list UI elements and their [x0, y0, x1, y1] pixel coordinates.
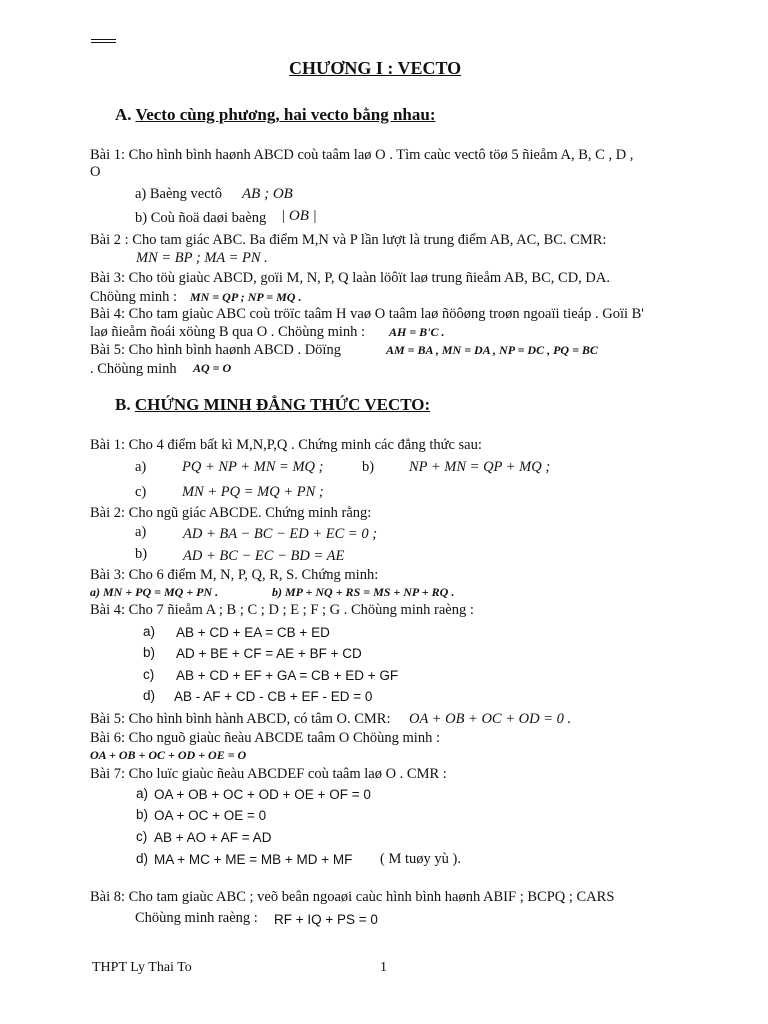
chapter-title: CHƯƠNG I : VECTO [289, 58, 462, 78]
b-math: OA + OB + OC + OD + OE + OF = 0 [154, 787, 371, 802]
a-math: AQ = O [193, 361, 232, 375]
a-line: Bài 1: Cho hình bình haønh ABCD coù taâm laø O . Tìm caùc vectô töø 5 ñieåm A, B, C , D , [90, 147, 634, 163]
a-line: a) Baèng vectô [135, 186, 222, 202]
a-line: b) Coù ñoä daøi baèng [135, 210, 267, 226]
b-math: AB + CD + EF + GA = CB + ED + GF [176, 668, 399, 683]
a-line: Bài 3: Cho töù giaùc ABCD, goïi M, N, P, Q laàn löôït laø trung ñieåm AB, BC, CD, DA. [90, 270, 610, 286]
b-math: MA + MC + ME = MB + MD + MF [154, 852, 353, 867]
b-math: b) MP + NQ + RS = MS + NP + RQ . [272, 585, 455, 599]
a-line: O [90, 164, 101, 180]
b-line: Bài 5: Cho hình bình hành ABCD, có tâm O. CMR: [90, 711, 391, 727]
b-math: AB + CD + EA = CB + ED [176, 625, 330, 640]
a-line: laø ñieåm ñoái xöùng B qua O . Chöùng minh : [90, 324, 366, 340]
footer-school: THPT Ly Thai To [92, 960, 192, 975]
a-line: Bài 5: Cho hình bình haønh ABCD . Döïng [90, 342, 341, 358]
header-rule [91, 42, 116, 43]
b-line: Bài 2: Cho ngũ giác ABCDE. Chứng minh rằng: [90, 505, 372, 521]
b-math: RF + IQ + PS = 0 [274, 912, 378, 927]
b-line: Bài 3: Cho 6 điểm M, N, P, Q, R, S. Chứng minh: [90, 567, 379, 583]
section-b-heading [115, 395, 430, 415]
a-line: . Chöùng minh [90, 361, 177, 377]
b-math: AB - AF + CD - CB + EF - ED = 0 [174, 689, 373, 704]
b-note: ( M tuøy yù ). [380, 851, 461, 867]
b-line: Bài 1: Cho 4 điểm bất kì M,N,P,Q . Chứng minh các đẳng thức sau: [90, 437, 482, 453]
section-b-title: CHỨNG MINH ĐẲNG THỨC VECTO: [134, 395, 431, 414]
b-label: d) [143, 688, 156, 703]
header-rule [91, 39, 116, 40]
a-math: MN = QP ; NP = MQ . [190, 290, 302, 304]
b-line: Bài 8: Cho tam giaùc ABC ; veõ beân ngoaøi caùc hình bình haønh ABIF ; BCPQ ; CARS [90, 889, 615, 905]
b-math: AD + BC − EC − BD = AE [183, 548, 345, 564]
b-label: c) [143, 667, 155, 682]
section-a-title: Vecto cùng phương, hai vecto bằng nhau: [135, 105, 436, 124]
a-math: | OB | [281, 208, 317, 224]
a-math: MN = BP ; MA = PN . [136, 250, 268, 266]
footer-page-number: 1 [380, 960, 387, 975]
b-math: MN + PQ = MQ + PN ; [182, 484, 324, 500]
b-label: b) [136, 807, 149, 822]
b-label: d) [136, 851, 149, 866]
b-label: c) [135, 484, 147, 500]
b-math: PQ + NP + MN = MQ ; [182, 459, 324, 475]
b-label: a) [136, 786, 149, 801]
b-line: Bài 7: Cho luïc giaùc ñeàu ABCDEF coù taâm laø O . CMR : [90, 766, 447, 782]
b-label: a) [135, 459, 147, 475]
b-math: AD + BA − BC − ED + EC = 0 ; [183, 526, 378, 542]
b-label: c) [136, 829, 148, 844]
b-math: AD + BE + CF = AE + BF + CD [176, 646, 362, 661]
b-label: a) [143, 624, 156, 639]
b-math: OA + OB + OC + OD = 0 . [409, 711, 572, 727]
section-a-heading [115, 105, 436, 125]
b-math: OA + OC + OE = 0 [154, 808, 267, 823]
b-line: Chöùng minh raèng : [135, 910, 258, 926]
a-math: AM = BA , MN = DA , NP = DC , PQ = BC [386, 343, 598, 357]
a-line: Bài 2 : Cho tam giác ABC. Ba điểm M,N và P lần lượt là trung điểm AB, AC, BC. CMR: [90, 232, 607, 248]
b-line: Bài 4: Cho 7 ñieåm A ; B ; C ; D ; E ; F ; G . Chöùng minh raèng : [90, 602, 474, 618]
b-label: b) [143, 645, 156, 660]
a-line: Chöùng minh : [90, 289, 178, 305]
b-label: b) [135, 546, 148, 562]
b-label: a) [135, 524, 147, 540]
section-b-letter: B. [115, 395, 131, 414]
a-line: Bài 4: Cho tam giaùc ABC coù tröïc taâm H vaø O taâm laø ñöôøng troøn ngoaïi tieáp . Goïi B' [90, 306, 644, 322]
b-label: b) [362, 459, 375, 475]
b-math: a) MN + PQ = MQ + PN . [90, 585, 219, 599]
a-math: AH = B'C . [389, 325, 445, 339]
a-math: AB ; OB [242, 186, 293, 202]
b-math: OA + OB + OC + OD + OE = O [90, 748, 247, 762]
b-line: Bài 6: Cho nguõ giaùc ñeàu ABCDE taâm O Chöùng minh : [90, 730, 440, 746]
b-math: NP + MN = QP + MQ ; [409, 459, 551, 475]
section-a-letter: A. [115, 105, 132, 124]
b-math: AB + AO + AF = AD [154, 830, 272, 845]
